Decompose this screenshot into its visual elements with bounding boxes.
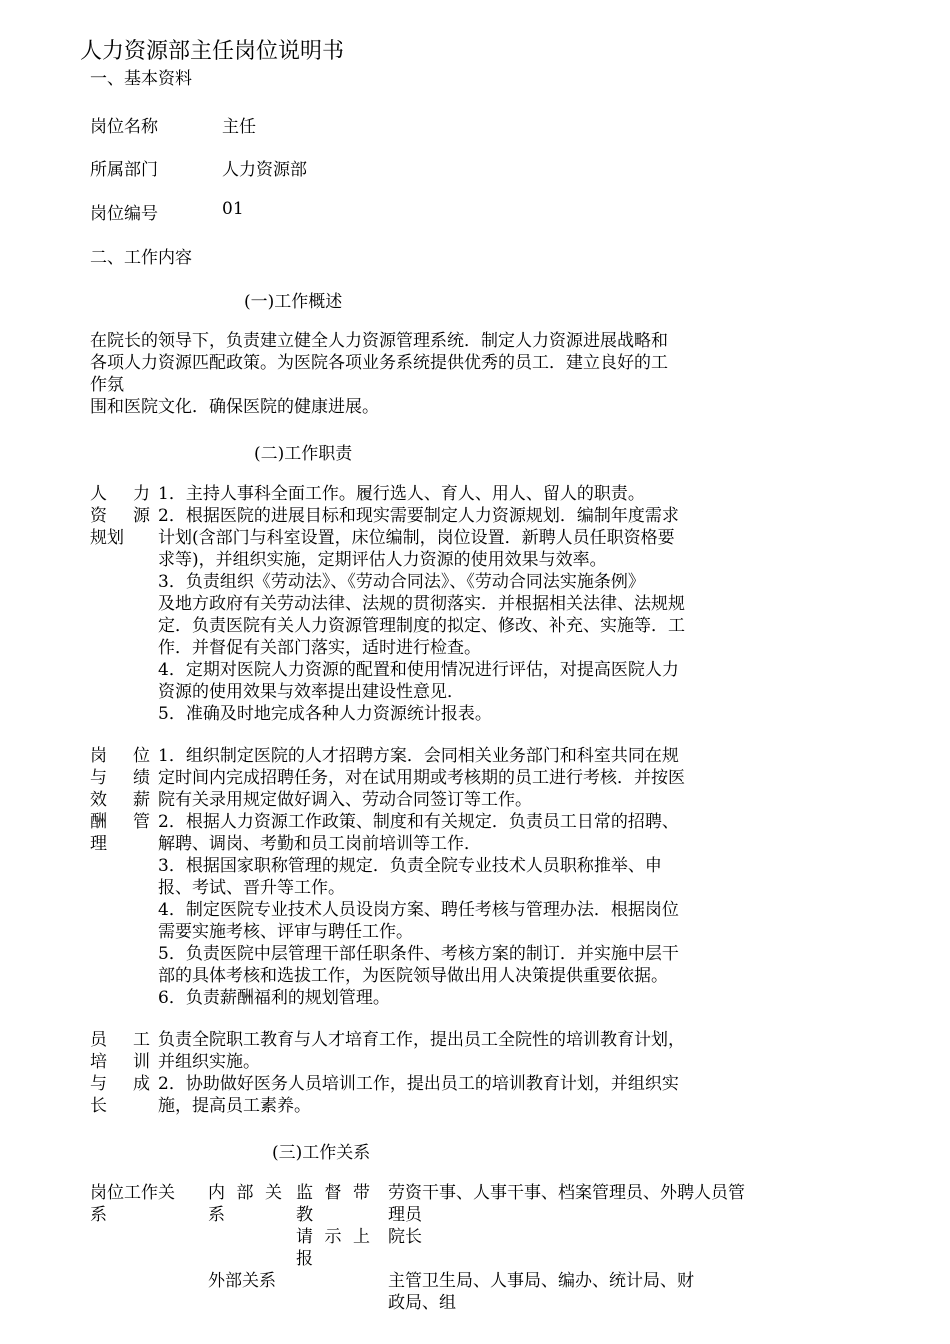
- overview-line: 作氛: [90, 375, 124, 395]
- overview-heading: (一)工作概述: [244, 292, 343, 312]
- duty-line: 部的具体考核和选拔工作，为医院领导做出用人决策提供重要依据。: [158, 966, 668, 986]
- duties-heading: (二)工作职责: [254, 444, 353, 464]
- supervise-value: 劳资干事、人事干事、档案管理员、外聘人员管 理员: [388, 1183, 745, 1225]
- duty-line: 4．制定医院专业技术人员设岗方案、聘任考核与管理办法．根据岗位: [158, 900, 679, 920]
- label-position-name: 岗位名称: [90, 117, 158, 137]
- duty-line: 6．负责薪酬福利的规划管理。: [158, 988, 390, 1008]
- value-department: 人力资源部: [222, 160, 307, 180]
- duty-list-position-compensation: [158, 745, 758, 1009]
- duty-line: 需要实施考核、评审与聘任工作。: [158, 922, 413, 942]
- duty-line: 5．准确及时地完成各种人力资源统计报表。: [158, 704, 492, 724]
- duty-category-training: 员 工 培 训 与 成 长: [90, 1030, 150, 1116]
- duty-line: 并组织实施。: [158, 1052, 260, 1072]
- overview-line: 各项人力资源匹配政策。为医院各项业务系统提供优秀的员工．建立良好的工: [90, 353, 668, 373]
- duty-line: 定时间内完成招聘任务，对在试用期或考核期的员工进行考核．并按医: [158, 768, 685, 788]
- duty-line: 院有关录用规定做好调入、劳动合同签订等工作。: [158, 790, 532, 810]
- duty-line: 2．协助做好医务人员培训工作，提出员工的培训教育计划，并组织实: [158, 1074, 679, 1094]
- duty-line: 资源的使用效果与效率提出建设性意见．: [158, 682, 464, 702]
- overview-line: 围和医院文化．确保医院的健康进展。: [90, 397, 379, 417]
- duty-line: 报、考试、晋升等工作。: [158, 878, 345, 898]
- duty-category-hr-planning: 人 力 资 源 规划: [90, 484, 150, 548]
- value-position-name: 主任: [222, 117, 256, 137]
- internal-relations-label: 内 部 关 系: [208, 1183, 282, 1225]
- duty-line: 计划(含部门与科室设置，床位编制，岗位设置．新聘人员任职资格要: [158, 528, 675, 548]
- section2-heading: 二、工作内容: [90, 248, 192, 268]
- duty-line: 2．根据医院的进展目标和现实需要制定人力资源规划．编制年度需求: [158, 506, 679, 526]
- duty-line: 及地方政府有关劳动法律、法规的贯彻落实．并根据相关法律、法规规: [158, 594, 685, 614]
- duty-line: 4．定期对医院人力资源的配置和使用情况进行评估，对提高医院人力: [158, 660, 679, 680]
- duty-line: 负责全院职工教育与人才培育工作，提出员工全院性的培训教育计划，: [158, 1030, 685, 1050]
- duty-line: 定．负责医院有关人力资源管理制度的拟定、修改、补充、实施等．工: [158, 616, 685, 636]
- external-relations-value: 主管卫生局、人事局、编办、统计局、财 政局、组: [388, 1271, 694, 1313]
- label-position-code: 岗位编号: [90, 204, 158, 224]
- duty-line: 5．负责医院中层管理干部任职条件、考核方案的制订．并实施中层干: [158, 944, 679, 964]
- duty-list-hr-planning: [158, 483, 758, 725]
- duty-line: 3．根据国家职称管理的规定．负责全院专业技术人员职称推举、申: [158, 856, 662, 876]
- duty-category-position-compensation: 岗 位 与 绩 效 薪 酬 管 理: [90, 746, 150, 854]
- duty-line: 2．根据人力资源工作政策、制度和有关规定．负责员工日常的招聘、: [158, 812, 679, 832]
- label-department: 所属部门: [90, 160, 158, 180]
- duty-line: 1．主持人事科全面工作。履行选人、育人、用人、留人的职责。: [158, 484, 645, 504]
- report-label: 请 示 上 报: [296, 1227, 370, 1269]
- document-title: 人力资源部主任岗位说明书: [80, 39, 345, 64]
- supervise-label: 监 督 带 教: [296, 1183, 370, 1225]
- value-position-code: 01: [222, 199, 244, 219]
- external-relations-label: 外部关系: [208, 1271, 276, 1291]
- duty-line: 解聘、调岗、考勤和员工岗前培训等工作．: [158, 834, 481, 854]
- relations-label: 岗位工作关 系: [90, 1183, 175, 1225]
- duty-line: 求等)，并组织实施，定期评估人力资源的使用效果与效率。: [158, 550, 607, 570]
- duty-line: 施，提高员工素养。: [158, 1096, 311, 1116]
- duty-line: 1．组织制定医院的人才招聘方案．会同相关业务部门和科室共同在规: [158, 746, 679, 766]
- overview-line: 在院长的领导下，负责建立健全人力资源管理系统．制定人力资源进展战略和: [90, 331, 668, 351]
- report-value: 院长: [388, 1227, 422, 1247]
- duty-list-training: [158, 1029, 758, 1117]
- section1-heading: 一、基本资料: [90, 69, 192, 89]
- duty-line: 作．并督促有关部门落实，适时进行检查。: [158, 638, 481, 658]
- overview-paragraph: [90, 330, 668, 418]
- duty-line: 3．负责组织《劳动法》、《劳动合同法》、《劳动合同法实施条例》: [158, 572, 645, 592]
- relations-heading: (三)工作关系: [272, 1143, 371, 1163]
